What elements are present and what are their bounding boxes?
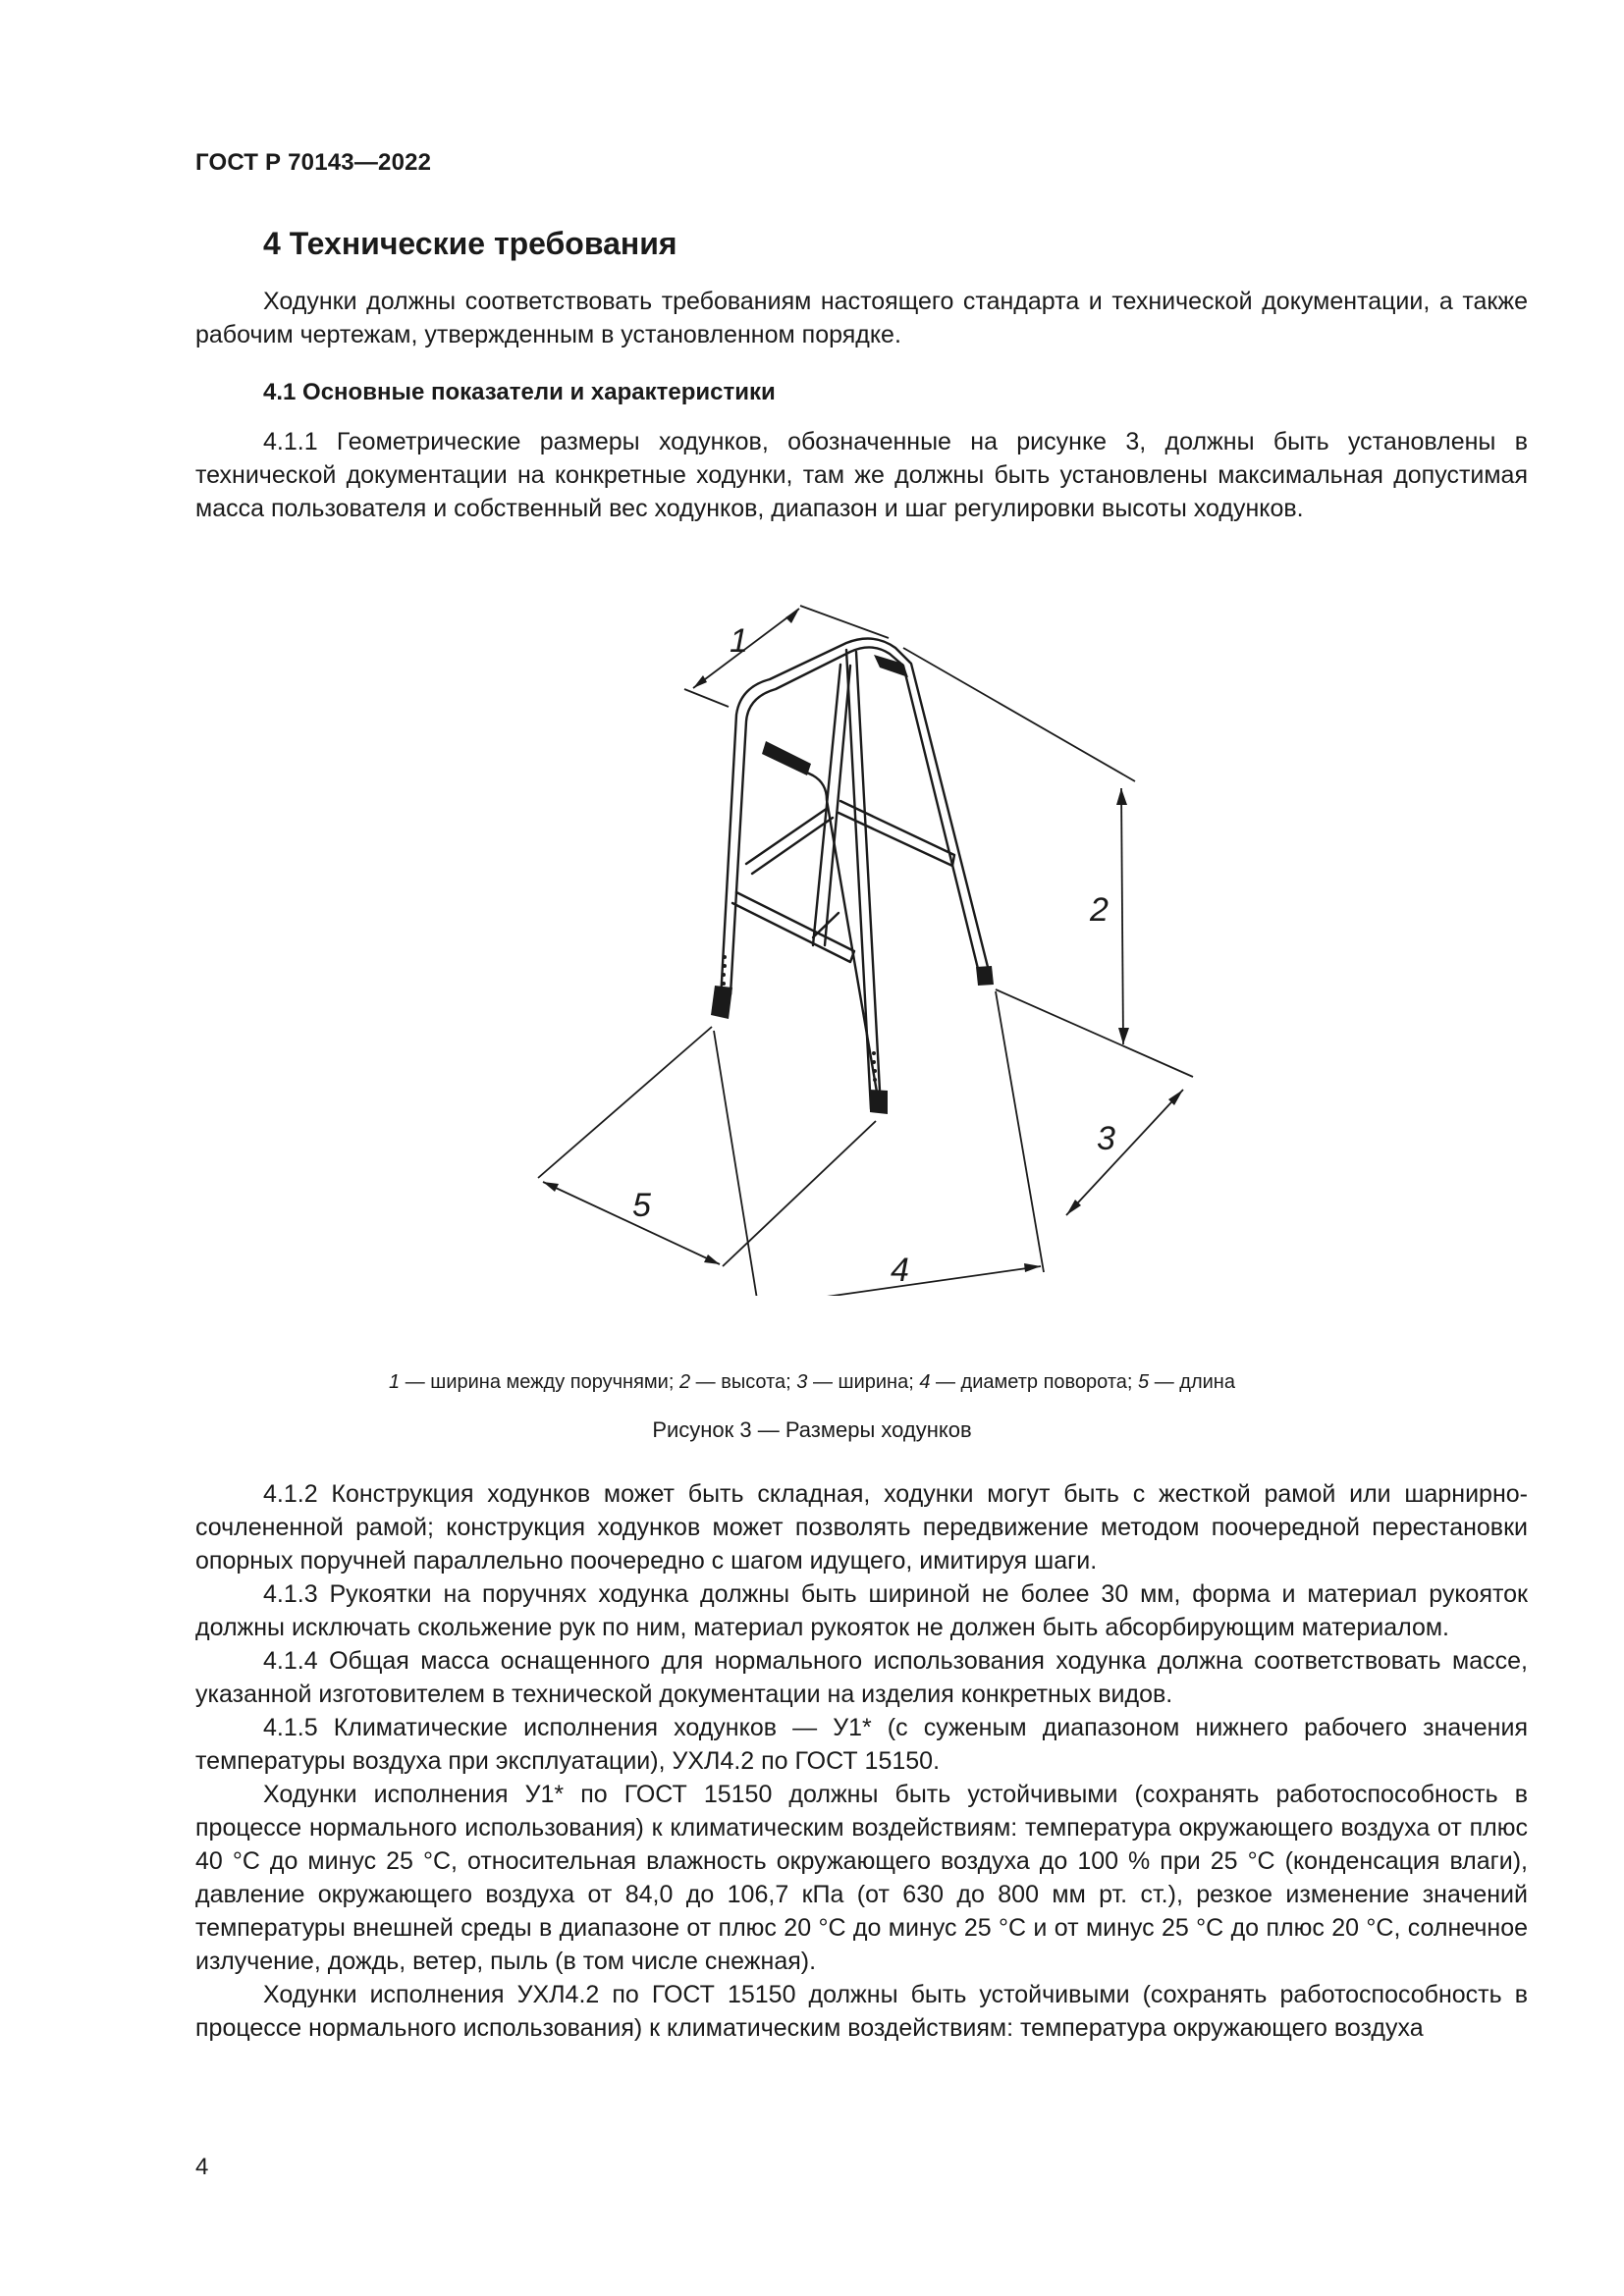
legend-number-1: 1 <box>389 1371 401 1393</box>
subsection-title: 4.1 Основные показатели и характеристики <box>263 379 776 405</box>
dimension-label-1: 1 <box>730 622 748 660</box>
body-text-block <box>195 1477 1528 2045</box>
section-intro-block <box>195 285 1528 351</box>
section-intro-paragraph: Ходунки должны соответствовать требованиям настоящего стандарта и технической документации, а также рабочим чертежам, утвержденным в установленном порядке. <box>195 288 1528 348</box>
walker-dimensions-figure <box>530 589 1198 1296</box>
legend-number-2: 2 <box>678 1371 691 1393</box>
paragraph-4-1-4: 4.1.4 Общая масса оснащенного для нормального использования ходунка должна соответствовать массе, указанной изготовителем в технической документации на изделия конкретных видов. <box>195 1647 1528 1708</box>
legend-text-5: — длина <box>1149 1371 1235 1393</box>
legend-number-5: 5 <box>1138 1371 1150 1393</box>
legend-text-3: — ширина; <box>807 1371 920 1393</box>
figure-caption: Рисунок 3 — Размеры ходунков <box>652 1417 972 1442</box>
paragraph-4-1-3: 4.1.3 Рукоятки на поручнях ходунка должны быть шириной не более 30 мм, форма и материал рукояток должны исключать скольжение рук по ним, материал рукояток не должен быть абсорбирующим материалом. <box>195 1580 1528 1641</box>
paragraph-u1-climate: Ходунки исполнения У1* по ГОСТ 15150 должны быть устойчивыми (сохранять работоспособность в процессе нормального использования) к климатическим воздействиям: температура окружающего воздуха от плюс 40 °С до минус 25 °С, относительная влажность окружающего воздуха до 100 % при 25 °С (конденсация влаги), давление окружающего воздуха от 84,0 до 106,7 кПа (от 630 до 800 мм рт. ст.), резкое изменение значений температуры внешней среды в диапазоне от плюс 20 °С до минус 25 °С и от минус 25 °С до плюс 20 °С, солнечное излучение, дождь, ветер, пыль (в том числе снежная). <box>195 1781 1528 1975</box>
walker-drawing <box>530 589 1198 1296</box>
dimension-label-3: 3 <box>1097 1120 1115 1157</box>
paragraph-4-1-1-block <box>195 425 1528 525</box>
dimension-label-5: 5 <box>632 1187 651 1224</box>
page-number: 4 <box>195 2154 209 2180</box>
dimension-label-4: 4 <box>891 1252 909 1289</box>
legend-text-1: — ширина между поручнями; <box>400 1371 679 1393</box>
paragraph-4-1-1: 4.1.1 Геометрические размеры ходунков, обозначенные на рисунке 3, должны быть установлены в технической документации на конкретные ходунки, там же должны быть установлены максимальная допустимая масса пользователя и собственный вес ходунков, диапазон и шаг регулировки высоты ходунков. <box>195 428 1528 522</box>
dimension-label-2: 2 <box>1090 891 1109 929</box>
legend-number-3: 3 <box>796 1371 808 1393</box>
figure-legend <box>0 1371 1624 1394</box>
section-title: 4 Технические требования <box>263 226 677 261</box>
legend-number-4: 4 <box>919 1371 931 1393</box>
paragraph-4-1-2: 4.1.2 Конструкция ходунков может быть складная, ходунки могут быть с жесткой рамой или шарнирно-сочлененной рамой; конструкция ходунков может позволять передвижение методом поочередной перестановки опорных поручней параллельно поочередно с шагом идущего, имитируя шаги. <box>195 1480 1528 1575</box>
paragraph-4-1-5: 4.1.5 Климатические исполнения ходунков — У1* (с суженым диапазоном нижнего рабочего значения температуры воздуха при эксплуатации), УХЛ4.2 по ГОСТ 15150. <box>195 1714 1528 1775</box>
paragraph-uhl-climate: Ходунки исполнения УХЛ4.2 по ГОСТ 15150 должны быть устойчивыми (сохранять работоспособность в процессе нормального использования) к климатическим воздействиям: температура окружающего воздуха <box>195 1981 1528 2042</box>
legend-text-4: — диаметр поворота; <box>930 1371 1139 1393</box>
legend-text-2: — высота; <box>690 1371 797 1393</box>
document-code-header: ГОСТ Р 70143—2022 <box>195 149 432 176</box>
